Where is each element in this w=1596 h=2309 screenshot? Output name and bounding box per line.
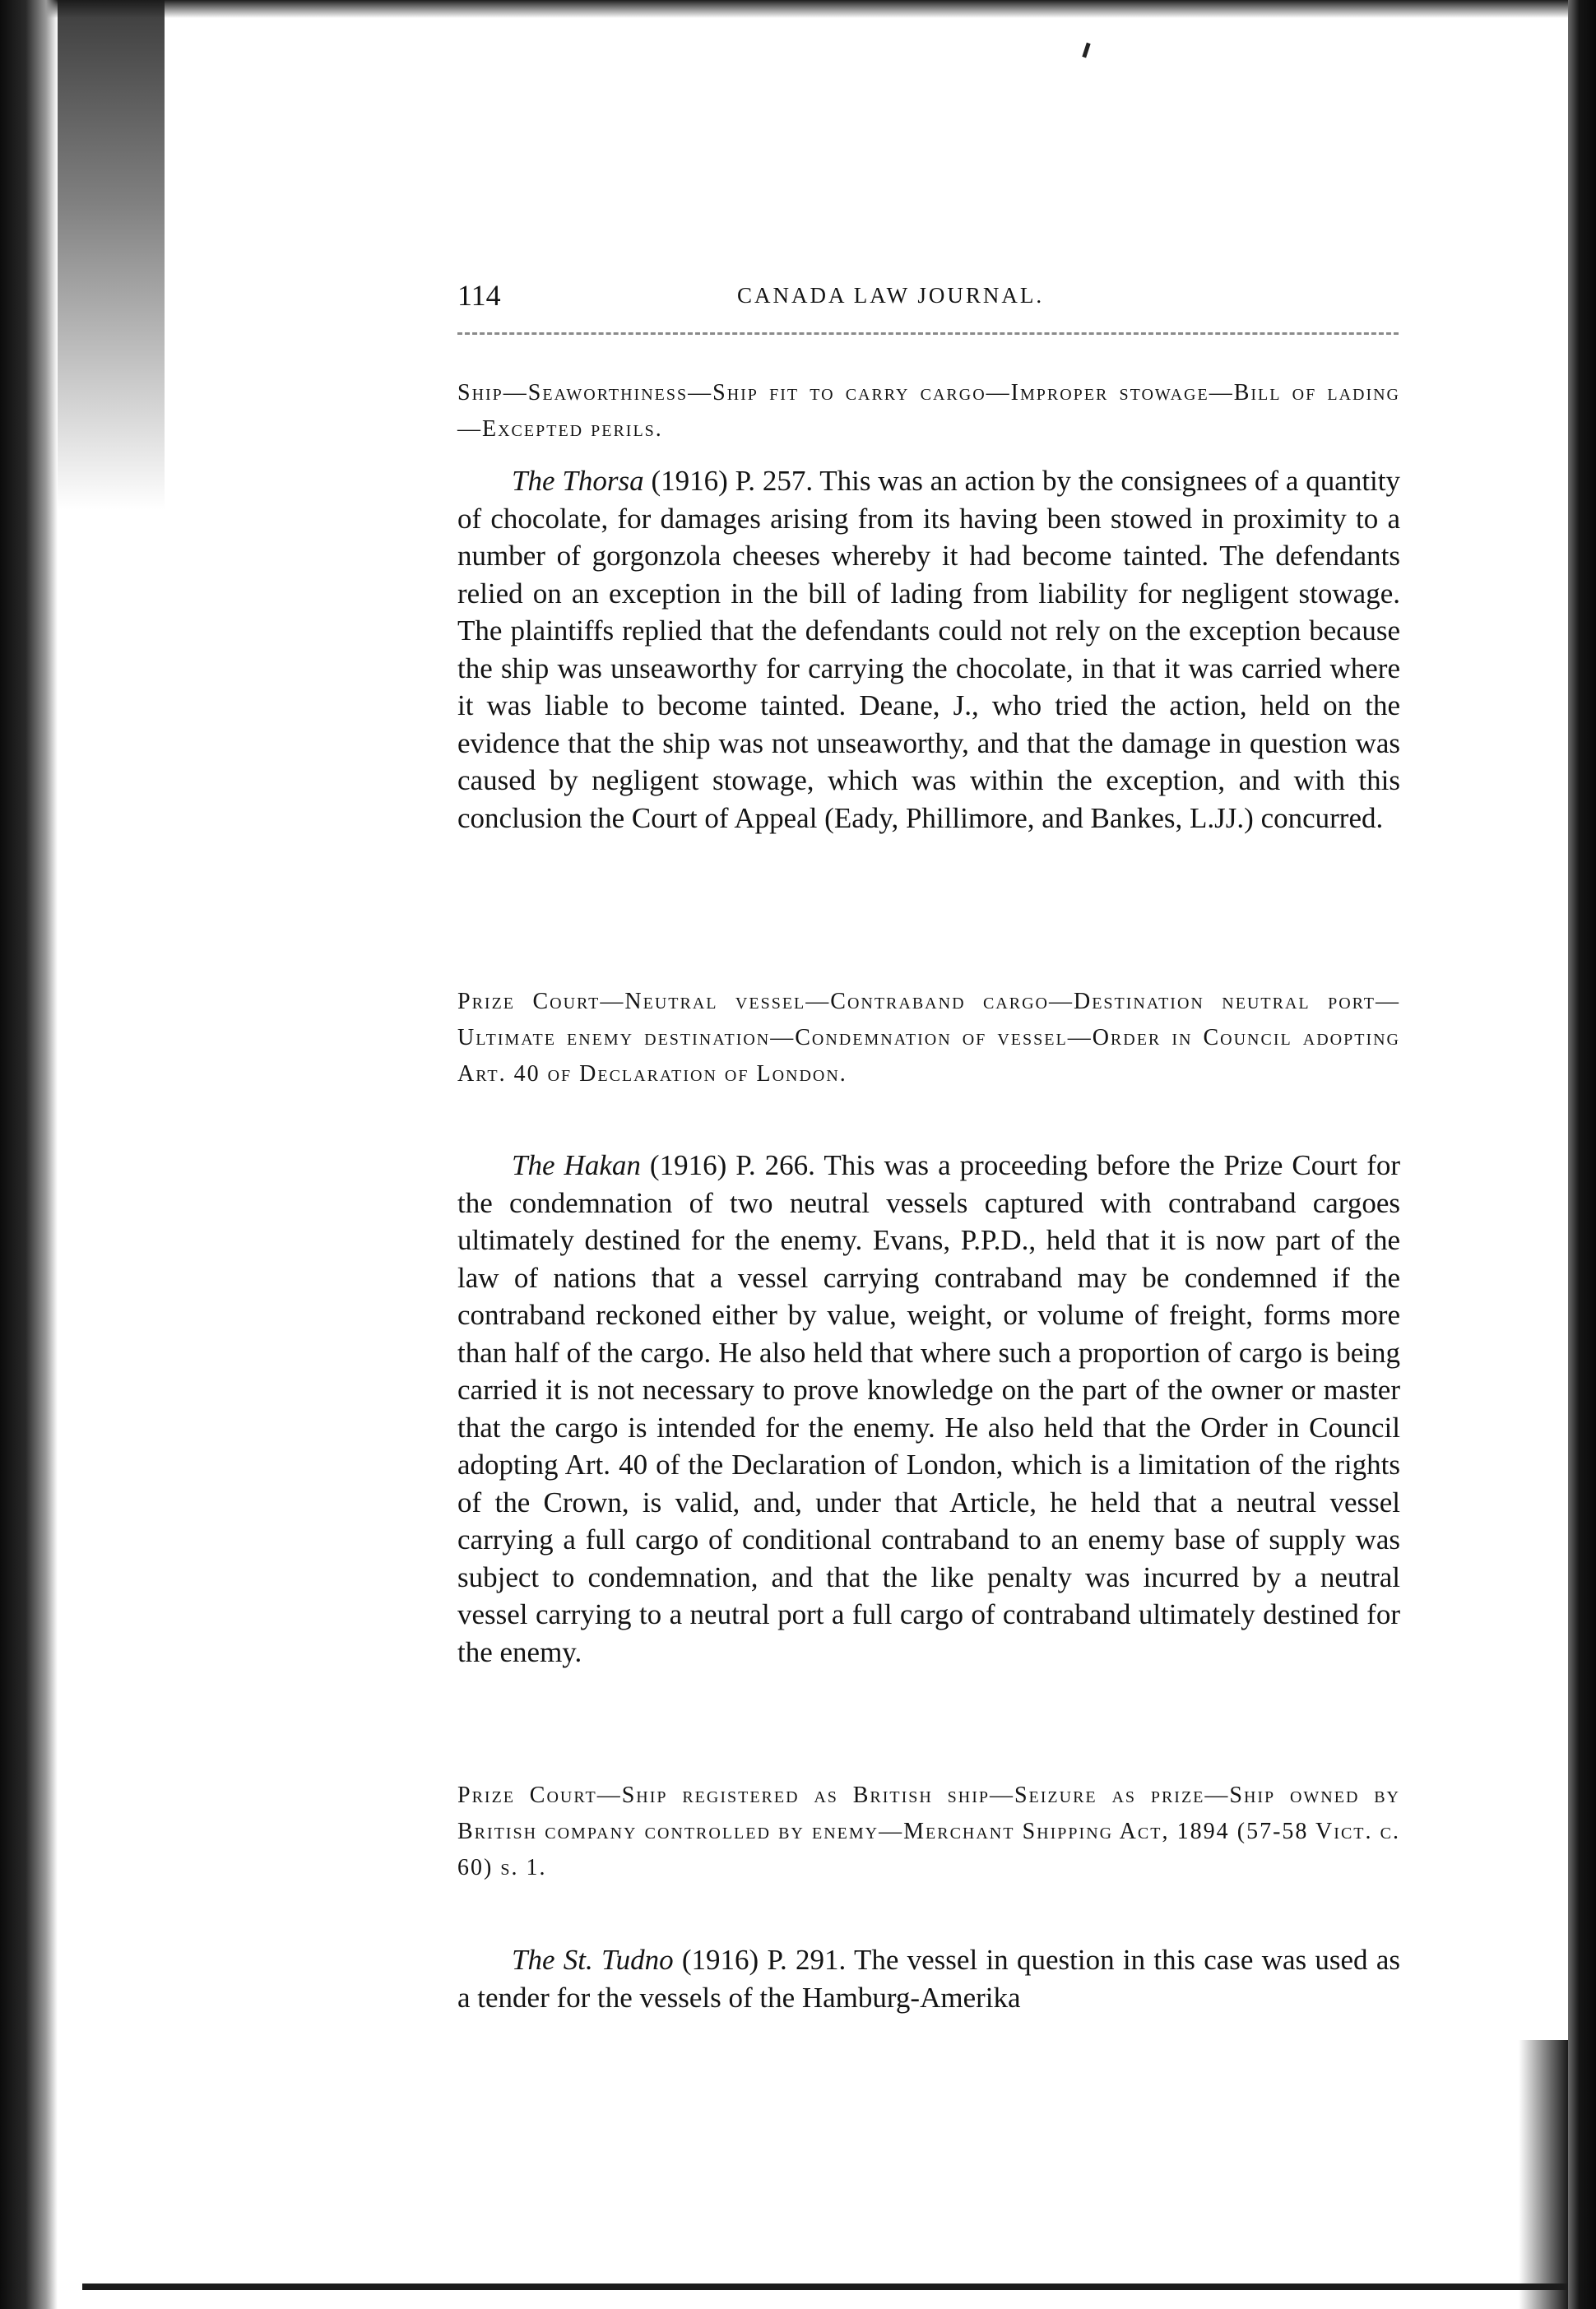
- case-text: (1916) P. 257. This was an action by the consignees of a quantity of chocolate, for damages arising from its having been stowed in proximity to a number of gorgonzola cheeses whereby it had become tainted. The defendants relied on an exception in the bill of lading from liability for negligent stowage. The plaintiffs replied that the defendants could not rely on the exception because the ship was unseaworthy for carrying the chocolate, in that it was carried where it was liable to become tainted. Deane, J., who tried the action, held on the evidence that the ship was not unseaworthy, and that the damage in question was caused by negligent stowage, which was within the exception, and with this conclusion the Court of Appeal (Eady, Phillimore, and Bankes, L.JJ.) concurred.: [457, 465, 1400, 834]
- journal-title: CANADA LAW JOURNAL.: [737, 283, 1045, 308]
- page-number: 114: [457, 279, 501, 312]
- case-name: The Hakan: [512, 1149, 641, 1181]
- case-name: The St. Tudno: [512, 1944, 674, 1976]
- case-headnote: Ship—Seaworthiness—Ship fit to carry cargo—Improper stowage—Bill of lading—Excepted perils.: [457, 380, 1400, 442]
- case-paragraph: [457, 462, 1400, 837]
- case-headnote: Prize Court—Neutral vessel—Contraband cargo—Destination neutral port—Ultimate enemy destination—Condemnation of vessel—Order in Council adopting Art. 40 of Declaration of London.: [457, 989, 1400, 1087]
- running-head: [457, 278, 1399, 319]
- header-rule: [457, 332, 1399, 335]
- case-name: The Thorsa: [512, 465, 644, 497]
- case-paragraph: [457, 1147, 1400, 1671]
- case-paragraph: [457, 1941, 1400, 2016]
- case-headnote: Prize Court—Ship registered as British ship—Seizure as prize—Ship owned by British company controlled by enemy—Merchant Shipping Act, 1894 (57-58 Vict. c. 60) s. 1.: [457, 1783, 1400, 1880]
- case-text: (1916) P. 291. The vessel in question in this case was used as a tender for the vessels of the Hamburg-Amerika: [457, 1944, 1400, 2014]
- case-text: (1916) P. 266. This was a proceeding before the Prize Court for the condemnation of two neutral vessels captured with contraband cargoes ultimately destined for the enemy. Evans, P.P.D., held that it is now part of the law of nations that a vessel carrying contraband may be condemned if the contraband reckoned either by value, weight, or volume of freight, forms more than half of the cargo. He also held that where such a proportion of cargo is being carried it is not necessary to prove knowledge on the part of the owner or master that the cargo is intended for the enemy. He also held that the Order in Council adopting Art. 40 of the Declaration of London, which is a limitation of the rights of the Crown, is valid, and, under that Article, he held that a neutral vessel carrying a full cargo of conditional contraband to an enemy base of supply was subject to condemnation, and that the like penalty was incurred by a neutral vessel carrying to a neutral port a full cargo of contraband ultimately destined for the enemy.: [457, 1149, 1401, 1668]
